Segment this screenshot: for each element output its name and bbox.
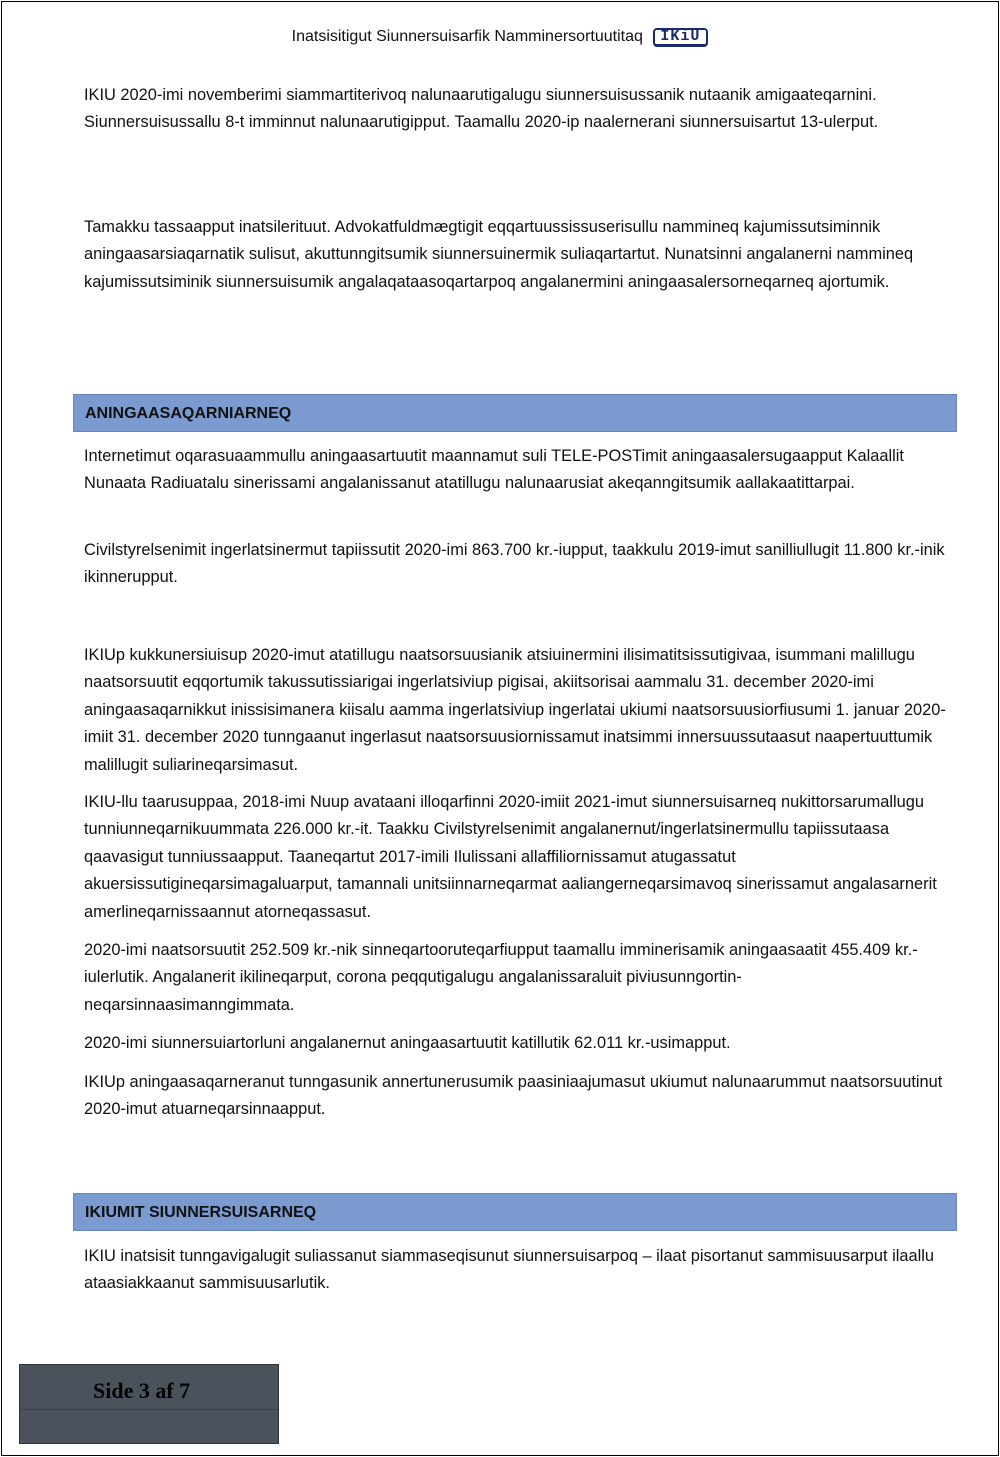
- ikiu-logo: IKiU: [653, 28, 708, 47]
- paragraph-annual-report: IKIUp aningaasaqarneranut tunngasunik annertunerusumik paasiniaajumasut ukiumut nalunaarummut naatsorsuutinut 2020-imut atuarneqarsinnaapput.: [84, 1073, 943, 1119]
- section-title: ANINGAASAQARNIARNEQ: [85, 405, 292, 422]
- section-header-advice: [73, 1193, 957, 1231]
- paragraph-travel-funding: IKIU-llu taarusuppaa, 2018-imi Nuup avataani illoqarfinni 2020-imiit 2021-imut siunnersuisarneq nukittorsarumallugu tunniunneqarnikuummata 226.000 kr.-it. Taakku Civilstyrelsenimit angalanernut/ingerlatsinermullu tapiissutaasa qaavasigut tunniussaapput. Taaneqartut 2017-imili Ilulissani allaffiliornissamut atugassatut akuersissutigineqarsimagaluarput, tamannali unitsiinnarneqarmat aaliangerneqarsimavoq sinerissamut angalasarnerit amerlineqarnissaannut atorneqassasut.: [84, 793, 937, 921]
- paragraph-surplus: 2020-imi naatsorsuutit 252.509 kr.-nik sinneqartooruteqarfiupput taamallu imminerisamik aningaasaatit 455.409 kr.-iulerlutik. Angalanerit ikilineqarput, corona peqqutigalugu angalanissaraluit piviusunngortinneqarsinnaasimanngimmata.: [84, 941, 918, 1014]
- paragraph-travel-costs: 2020-imi siunnersuiartorluni angalanernut aningaasartuutit katillutik 62.011 kr.-usimapput.: [84, 1034, 731, 1052]
- paragraph-advice: IKIU inatsisit tunngavigalugit suliassanut siammaseqisunut siunnersuisarpoq – ilaat pisortanut sammisuusarput ilaallu ataasiakkaanut sammisuusarlutik.: [84, 1247, 935, 1293]
- paragraph-grants: Civilstyrelsenimit ingerlatsinermut tapiissutit 2020-imi 863.700 kr.-iupput, taakkulu 2019-imut sanilliullugit 11.800 kr.-inik ikinnerupput.: [84, 541, 945, 587]
- page-number-box: [19, 1364, 279, 1444]
- paragraph-audit: IKIUp kukkunersiuisup 2020-imut atatillugu naatsorsuusianik atsiuinermini ilisimatitsissutigivaa, isummani malillugu naatsorsuutit eqqortumik takussutissiarigai ingerlatsiviup pigisai, akiitsorisai aammalu 31. december 2020-imi aningaasaqarnikkut inissisimanera kiisalu aamma ingerlatsiviup ingerlatai ukiumi naatsorsuusiorfiusumi 1. januar 2020-imiit 31. december 2020 tunngaanut ingerlasut naatsorsuusiornissamut inatsimmi innersuussutaasut naapertuuttumik malillugit suliarineqarsimasut.: [84, 646, 946, 774]
- page-header: [2, 28, 998, 47]
- section-header-economy: [73, 394, 957, 432]
- paragraph-internet-costs: Internetimut oqarasuaammullu aningaasartuutit maannamut suli TELE-POSTimit aningaasalersugaapput Kalaallit Nunaata Radiuatalu sinerissami angalanissanut atatillugu nalunaarusiat akeqanngitsumik aallakaatittarpai.: [84, 447, 904, 493]
- header-title: Inatsisitigut Siunnersuisarfik Namminersortuutitaq: [291, 28, 643, 45]
- document-page: [1, 1, 999, 1456]
- section-title: IKIUMIT SIUNNERSUISARNEQ: [85, 1204, 317, 1221]
- paragraph-lawyers: Tamakku tassaapput inatsilerituut. Advokatfuldmægtigit eqqartuussissuserisullu nammineq kajumissutsiminnik aningaasarsiaqarnatik sulisut, akuttunngitsumik siunnersuinermik suliaqartartut. Nunatsinni angalanerni nammineq kajumissutsiminik siunnersuisumik angalaqataasoqartarpoq angalanermini aningaasalersorneqarneq ajortumik.: [84, 218, 914, 291]
- page-number: Side 3 af 7: [93, 1378, 191, 1403]
- paragraph-intro: IKIU 2020-imi novemberimi siammartiterivoq nalunaarutigalugu siunnersuisussanik nutaanik amigaateqarnini. Siunnersuisussallu 8-t imminnut nalunaarutigipput. Taamallu 2020-ip naalernerani siunnersuisartut 13-ulerput.: [84, 86, 879, 132]
